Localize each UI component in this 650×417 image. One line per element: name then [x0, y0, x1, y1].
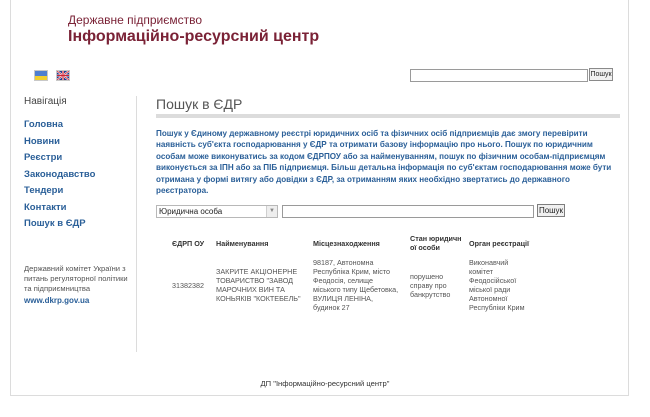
site-search-input[interactable]: [410, 69, 588, 82]
org-subtitle: Державне підприємство: [68, 13, 203, 27]
page-title: Пошук в ЄДР: [156, 96, 243, 112]
committee-website-link[interactable]: www.dkrp.gov.ua: [24, 296, 90, 305]
page-frame-bottom: [10, 395, 629, 396]
table-row[interactable]: [172, 255, 539, 312]
column-header-status: Стан юридичн ої особи: [410, 234, 462, 252]
nav-item-contacts[interactable]: Контакти: [24, 201, 67, 213]
cell-edrpou: 31382382: [172, 280, 204, 290]
cell-name: ЗАКРИТЕ АКЦІОНЕРНЕ ТОВАРИСТВО "ЗАВОД МАРОЧНИХ ВИН ТА КОНЬЯКІВ "КОКТЕБЕЛЬ": [216, 267, 301, 303]
cell-registrar: Виконавчий комітет Феодосійської міської ради Автономної Республіки Крим: [469, 258, 525, 312]
site-search-button[interactable]: Пошук: [589, 68, 613, 81]
nav-item-tenders[interactable]: Тендери: [24, 185, 64, 196]
results-header-row: [172, 231, 539, 255]
nav-item-news[interactable]: Новини: [24, 135, 60, 147]
nav-item-home[interactable]: Головна: [24, 119, 64, 130]
nav-item-registries[interactable]: Реєстри: [24, 152, 63, 163]
cell-location: 98187, Автономна Республіка Крим, місто Феодосія, селище міського типу Щебетовка, ВУЛИЦЯ ЛЕНІНА, будинок 27: [313, 258, 399, 312]
search-intro-text: Пошук у Єдиному державному реєстрі юридичних осіб та фізичних осіб підприємців дає змогу перевірити наявність суб'єкта господарювання у ЄДР та отримати базову інформацію про нього. Пошук по юридичним особам може виконуватись за кодом ЄДРПОУ або за найменуванням, пошук по фізичним особам-підприємцям виконується за ІПН або за ПІБ підприємця. Більш детальна інформація по суб'єктам господарювання може бути отримана у формі витягу або довідки з ЄДР, за отриманням яких необхідно звертатись до державного реєстратора.: [156, 129, 612, 196]
nav-item-legislation[interactable]: Законодавство: [24, 168, 96, 180]
sidebar-committee-note: Державний комітет України з питань регуляторної політики та підприємництва: [24, 264, 128, 293]
entity-type-value: Юридична особа: [159, 207, 223, 216]
column-header-name: Найменування: [216, 238, 269, 248]
uk-flag-icon[interactable]: [56, 70, 70, 81]
sidebar-nav: [24, 96, 136, 233]
title-divider: [156, 114, 620, 118]
edr-search-button[interactable]: Пошук: [538, 206, 564, 215]
cell-status: порушено справу про банкрутство: [410, 271, 451, 299]
chevron-down-icon[interactable]: ▼: [266, 206, 277, 217]
page-frame-right: [628, 0, 629, 395]
sidebar-divider: [136, 96, 137, 352]
page-frame-left: [10, 0, 11, 395]
results-table: [172, 231, 539, 312]
entity-type-select[interactable]: [156, 205, 278, 218]
column-header-registrar: Орган реєстрації: [469, 238, 530, 248]
column-header-location: Місцезнаходження: [313, 238, 380, 248]
footer-text: ДП "Інформаційно-ресурсний центр": [260, 379, 390, 388]
org-title: Інформаційно-ресурсний центр: [68, 28, 320, 45]
ukrainian-flag-icon[interactable]: [34, 70, 48, 81]
column-header-edrpou: ЄДРП ОУ: [172, 238, 205, 248]
nav-item-edr-search[interactable]: Пошук в ЄДР: [24, 218, 86, 229]
nav-heading: Навігація: [24, 96, 67, 107]
edr-query-input[interactable]: [282, 205, 534, 218]
